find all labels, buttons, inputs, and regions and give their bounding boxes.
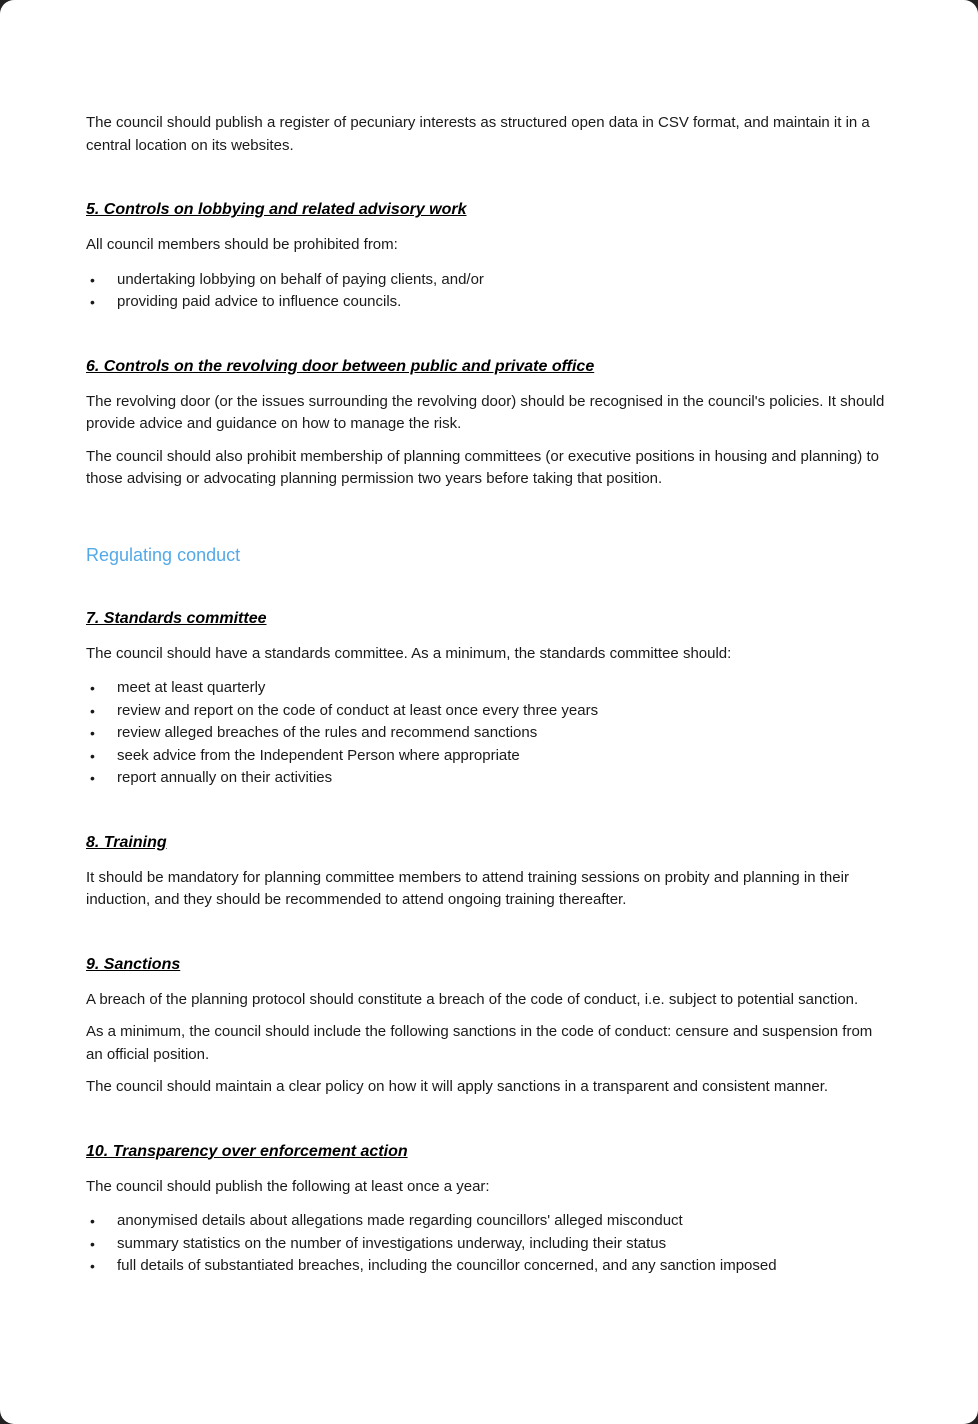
paragraph: The council should publish the following at least once a year: xyxy=(86,1177,490,1195)
bullet-text: anonymised details about allegations made regarding councillors' alleged misconduct xyxy=(117,1212,683,1229)
bullet-text: review and report on the code of conduct at least once every three years xyxy=(117,701,599,719)
bullet-item xyxy=(86,1255,892,1278)
bullet-list xyxy=(86,269,892,314)
paragraph: The council should maintain a clear policy on how it will apply sanctions in a transparent and consistent manner. xyxy=(86,1078,829,1095)
bullet-text: seek advice from the Independent Person where appropriate xyxy=(117,746,520,764)
bullet-list xyxy=(86,677,892,790)
bullet-text: undertaking lobbying on behalf of paying clients, and/or xyxy=(117,270,484,288)
section-heading: 5. Controls on lobbying and related advisory work xyxy=(86,201,467,218)
section-heading: 7. Standards committee xyxy=(86,609,267,627)
section-heading: 9. Sanctions xyxy=(86,955,181,973)
bullet-item xyxy=(86,722,892,745)
bullet-item xyxy=(86,700,892,723)
paragraph: The council should have a standards committee. As a minimum, the standards committee should: xyxy=(86,644,732,662)
bullet-icon: • xyxy=(90,1213,95,1229)
paragraph: It should be mandatory for planning committee members to attend training sessions on probity and planning in their induction, and they should be recommended to attend ongoing training thereafter. xyxy=(86,868,849,908)
bullet-icon: • xyxy=(90,702,95,719)
bullet-icon: • xyxy=(90,294,95,310)
bullet-icon: • xyxy=(90,1258,95,1274)
bullet-icon: • xyxy=(90,725,95,741)
paragraph: The council should publish a register of pecuniary interests as structured open data in CSV format, and maintain it in a central location on its websites. xyxy=(86,114,870,154)
bullet-text: review alleged breaches of the rules and recommend sanctions xyxy=(117,724,538,741)
section-heading: 6. Controls on the revolving door between public and private office xyxy=(86,357,595,375)
bullet-text: meet at least quarterly xyxy=(117,679,266,696)
bullet-text: summary statistics on the number of investigations underway, including their status xyxy=(117,1234,667,1252)
section-heading: 10. Transparency over enforcement action xyxy=(86,1142,408,1160)
bullet-icon: • xyxy=(90,680,95,696)
bullet-item xyxy=(86,767,892,790)
bullet-text: full details of substantiated breaches, including the councillor concerned, and any sanction imposed xyxy=(117,1257,777,1274)
bullet-icon: • xyxy=(90,271,95,288)
bullet-icon: • xyxy=(90,770,95,786)
bullet-item xyxy=(86,745,892,768)
paragraph: The revolving door (or the issues surrounding the revolving door) should be recognised in the council's policies. It should provide advice and guidance on how to manage the risk. xyxy=(86,392,885,432)
paragraph: All council members should be prohibited from: xyxy=(86,236,398,253)
section-heading: 8. Training xyxy=(86,833,167,851)
bullet-icon: • xyxy=(90,1235,95,1252)
bullet-icon: • xyxy=(90,747,95,764)
paragraph: As a minimum, the council should include the following sanctions in the code of conduct: censure and suspension from an official position. xyxy=(86,1023,873,1063)
bullet-item xyxy=(86,1210,892,1233)
bullet-item xyxy=(86,1233,892,1256)
bullet-list xyxy=(86,1210,892,1278)
bullet-text: providing paid advice to influence councils. xyxy=(117,293,402,310)
bullet-item xyxy=(86,291,892,314)
document-body xyxy=(86,112,892,1288)
chapter-heading: Regulating conduct xyxy=(86,544,241,565)
bullet-item xyxy=(86,269,892,292)
paragraph: The council should also prohibit membership of planning committees (or executive positions in housing and planning) to those advising or advocating planning permission two years before taking that position. xyxy=(86,447,879,487)
bullet-item xyxy=(86,677,892,700)
paragraph: A breach of the planning protocol should constitute a breach of the code of conduct, i.e. subject to potential sanction. xyxy=(86,990,859,1008)
bullet-text: report annually on their activities xyxy=(117,769,333,786)
